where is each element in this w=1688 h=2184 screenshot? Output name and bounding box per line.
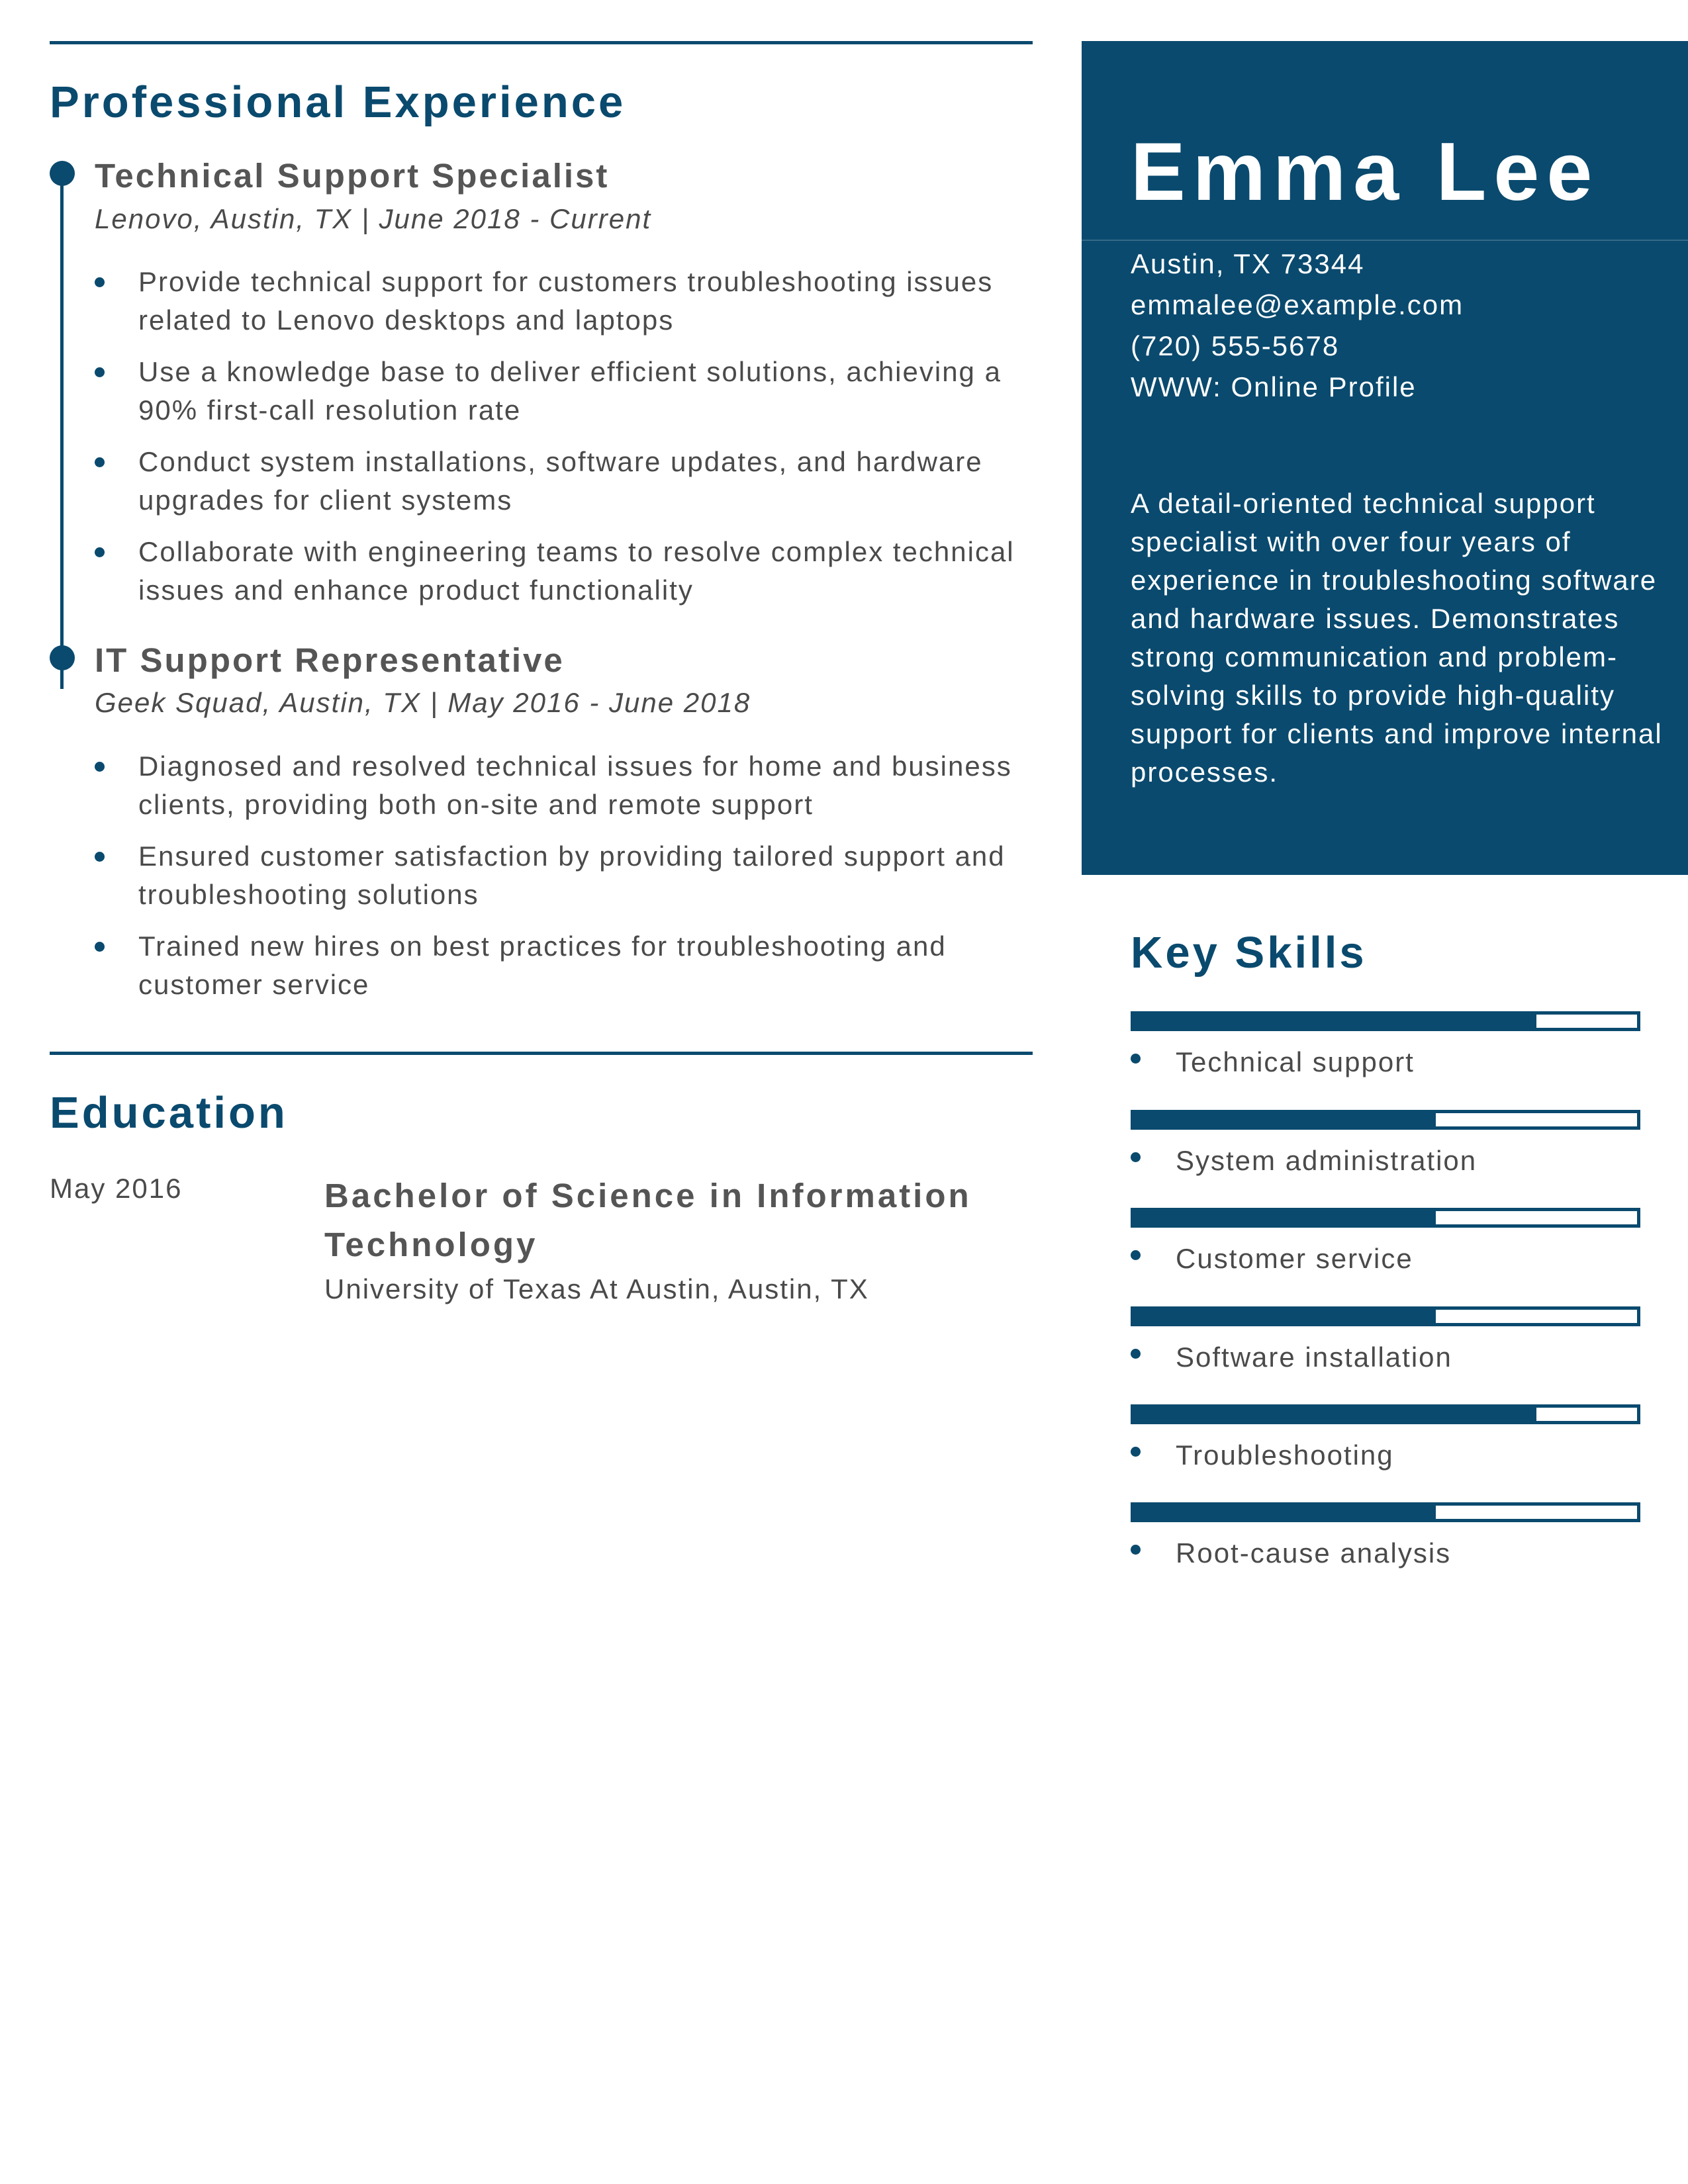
timeline-dot-icon xyxy=(50,161,75,186)
contact-website-link[interactable]: WWW: Online Profile xyxy=(1131,371,1417,402)
job-title: Technical Support Specialist xyxy=(95,157,610,195)
experience-heading: Professional Experience xyxy=(50,77,626,127)
skill-level-bar xyxy=(1131,1306,1640,1326)
bullet-icon xyxy=(95,762,105,772)
skill-level-fill xyxy=(1134,1211,1436,1224)
bullet-icon xyxy=(95,852,105,862)
skill-label xyxy=(1131,1439,1640,1472)
bullet-icon xyxy=(95,942,105,952)
section-divider xyxy=(50,41,1033,44)
bullet-icon xyxy=(1131,1447,1141,1457)
skill-level-bar xyxy=(1131,1404,1640,1424)
timeline-dot-icon xyxy=(50,645,75,670)
bullet-icon xyxy=(1131,1152,1141,1162)
skill-level-fill xyxy=(1134,1113,1436,1126)
experience-timeline xyxy=(50,156,1033,1003)
skills-section xyxy=(1131,927,1640,1601)
contact-location: Austin, TX 73344 xyxy=(1131,248,1365,279)
bullet-icon xyxy=(1131,1545,1141,1555)
bullet-icon xyxy=(95,367,105,377)
skill-item xyxy=(1131,1502,1640,1570)
bullet-text: Ensured customer satisfaction by providing tailored support and troubleshooting solutions xyxy=(138,840,1006,910)
bullet-item xyxy=(95,837,1033,914)
bullet-text: Trained new hires on best practices for troubleshooting and customer service xyxy=(138,930,947,1000)
bullet-icon xyxy=(1131,1349,1141,1359)
skill-item xyxy=(1131,1208,1640,1275)
bullet-item xyxy=(95,263,1033,340)
skills-heading: Key Skills xyxy=(1131,928,1367,978)
skill-label xyxy=(1131,1537,1640,1570)
skill-name: Software installation xyxy=(1176,1341,1452,1373)
job-bullets xyxy=(95,263,1033,610)
job-entry xyxy=(50,156,1033,610)
candidate-name: Emma Lee xyxy=(1131,126,1600,218)
skill-list xyxy=(1131,1011,1640,1570)
skill-name: Technical support xyxy=(1176,1046,1415,1078)
education-detail xyxy=(324,1171,1033,1307)
skill-label xyxy=(1131,1144,1640,1177)
skill-label xyxy=(1131,1242,1640,1275)
skill-level-bar xyxy=(1131,1110,1640,1130)
education-section xyxy=(50,1052,1033,1317)
skill-item xyxy=(1131,1306,1640,1374)
bullet-icon xyxy=(95,457,105,467)
contact-info xyxy=(1131,244,1660,408)
job-bullets xyxy=(95,747,1033,1004)
bullet-item xyxy=(95,443,1033,520)
skill-level-bar xyxy=(1131,1208,1640,1228)
bullet-item xyxy=(95,747,1033,824)
skill-item xyxy=(1131,1011,1640,1079)
job-title: IT Support Representative xyxy=(95,641,565,680)
skill-level-bar xyxy=(1131,1502,1640,1522)
job-meta: Geek Squad, Austin, TX | May 2016 - June 2018 xyxy=(95,687,751,719)
bullet-text: Provide technical support for customers troubleshooting issues related to Lenovo desktops and laptops xyxy=(138,266,994,336)
education-degree: Bachelor of Science in Information Technology xyxy=(324,1177,972,1264)
section-divider xyxy=(50,1052,1033,1055)
skill-item xyxy=(1131,1404,1640,1472)
skill-level-bar xyxy=(1131,1011,1640,1031)
header-panel xyxy=(1082,41,1688,875)
contact-email[interactable]: emmalee@example.com xyxy=(1131,289,1464,320)
bullet-icon xyxy=(95,547,105,557)
bullet-text: Use a knowledge base to deliver efficient solutions, achieving a 90% first-call resolution rate xyxy=(138,356,1002,426)
skill-name: Customer service xyxy=(1176,1243,1413,1275)
skill-label xyxy=(1131,1046,1640,1079)
bullet-text: Collaborate with engineering teams to resolve complex technical issues and enhance product functionality xyxy=(138,536,1015,606)
skill-name: Troubleshooting xyxy=(1176,1439,1394,1471)
education-heading: Education xyxy=(50,1087,288,1138)
skill-level-fill xyxy=(1134,1408,1536,1421)
bullet-text: Diagnosed and resolved technical issues for home and business clients, providing both on-site and remote support xyxy=(138,750,1012,820)
skill-name: System administration xyxy=(1176,1144,1477,1176)
job-meta: Lenovo, Austin, TX | June 2018 - Current xyxy=(95,203,652,234)
panel-divider xyxy=(1082,240,1688,241)
bullet-item xyxy=(95,927,1033,1004)
bullet-icon xyxy=(1131,1250,1141,1260)
bullet-icon xyxy=(1131,1054,1141,1064)
bullet-item xyxy=(95,353,1033,430)
skill-label xyxy=(1131,1341,1640,1374)
skill-item xyxy=(1131,1110,1640,1177)
bullet-icon xyxy=(95,277,105,287)
skill-level-fill xyxy=(1134,1015,1536,1028)
bullet-item xyxy=(95,533,1033,610)
contact-phone: (720) 555-5678 xyxy=(1131,330,1340,361)
education-entry xyxy=(50,1171,1033,1317)
bullet-text: Conduct system installations, software updates, and hardware upgrades for client systems xyxy=(138,446,983,516)
professional-summary: A detail-oriented technical support specialist with over four years of experience in troubleshooting software and hardware issues. Demonstrates strong communication and problem-solving skills to provide high-quality support for clients and improve internal processes. xyxy=(1131,488,1663,788)
education-school: University of Texas At Austin, Austin, TX xyxy=(324,1273,869,1305)
main-column xyxy=(50,41,1033,1317)
education-date: May 2016 xyxy=(50,1173,183,1205)
skill-level-fill xyxy=(1134,1310,1436,1323)
job-entry xyxy=(50,640,1033,1004)
skill-level-fill xyxy=(1134,1506,1436,1519)
skill-name: Root-cause analysis xyxy=(1176,1537,1452,1569)
